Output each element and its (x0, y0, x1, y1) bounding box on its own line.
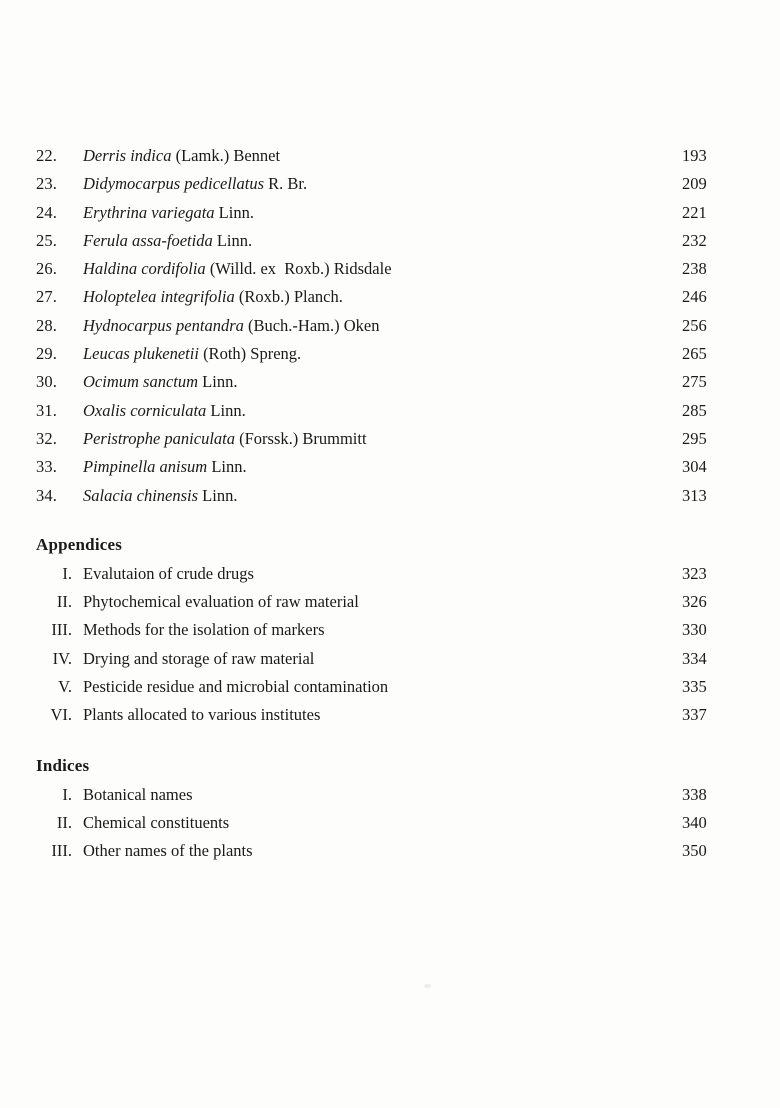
species-binomial: Holoptelea integrifolia (83, 287, 235, 307)
species-authority: Linn. (214, 202, 254, 222)
indices-list (0, 785, 780, 870)
species-binomial: Pimpinella anisum (83, 457, 208, 477)
toc-entry-title (83, 316, 682, 336)
toc-row[interactable] (0, 174, 780, 202)
species-binomial: Ocimum sanctum (83, 372, 199, 392)
toc-entry-number: 31. (36, 400, 57, 420)
toc-row[interactable] (0, 592, 780, 620)
species-authority: Linn. (198, 372, 238, 392)
toc-entry-title: Phytochemical evaluation of raw material (83, 592, 359, 612)
toc-entry-number: 27. (36, 287, 57, 307)
toc-page-number: 209 (682, 174, 707, 194)
toc-page-number: 256 (682, 315, 707, 335)
toc-entry-number: 23. (36, 174, 57, 194)
toc-page-number: 238 (682, 259, 707, 279)
toc-page-number: 326 (682, 592, 707, 612)
species-authority: (Roxb.) Planch. (234, 287, 343, 307)
species-authority: Linn. (207, 457, 247, 477)
toc-entry-number: 30. (36, 372, 57, 392)
indices-heading: Indices (36, 755, 90, 775)
species-binomial: Peristrophe paniculata (83, 428, 235, 448)
species-binomial: Haldina cordifolia (83, 259, 206, 279)
toc-entry-number: 34. (36, 485, 57, 505)
toc-entry-title (83, 401, 682, 421)
appendices-heading: Appendices (36, 534, 123, 554)
toc-page-number: 193 (682, 146, 707, 165)
toc-entry-title (83, 146, 682, 166)
toc-entry-number: III. (51, 841, 72, 861)
toc-entry-title (83, 259, 682, 279)
species-binomial: Ferula assa-foetida (83, 230, 213, 250)
toc-entry-title (83, 486, 682, 506)
toc-page-number: 221 (682, 202, 707, 222)
toc-row[interactable] (0, 259, 780, 287)
toc-entry-title: Botanical names (83, 784, 193, 804)
toc-row[interactable] (0, 486, 780, 514)
toc-entry-title (83, 231, 682, 251)
species-authority: Linn. (206, 400, 246, 420)
toc-entry-title (83, 203, 682, 223)
appendices-list (0, 564, 780, 734)
toc-row[interactable] (0, 457, 780, 485)
toc-row[interactable] (0, 785, 780, 813)
toc-entry-title: Plants allocated to various institutes (83, 705, 321, 725)
toc-row[interactable] (0, 841, 780, 869)
toc-entry-title: Evalutaion of crude drugs (83, 563, 254, 583)
toc-page-number: 350 (682, 841, 707, 861)
species-authority: Linn. (198, 485, 238, 505)
species-authority: (Willd. ex Roxb.) Ridsdale (205, 259, 392, 279)
toc-entry-number: 22. (36, 146, 57, 165)
toc-page-number: 337 (682, 705, 707, 725)
species-authority: (Buch.-Ham.) Oken (243, 315, 380, 335)
toc-entry-title (83, 174, 682, 194)
toc-entry-title: Pesticide residue and microbial contamination (83, 677, 389, 697)
toc-entry-number: 28. (36, 315, 57, 335)
species-authority: R. Br. (264, 174, 308, 194)
toc-entry-number: I. (62, 784, 72, 804)
toc-row[interactable] (0, 649, 780, 677)
species-authority: (Roth) Spreng. (198, 344, 302, 364)
toc-row[interactable] (0, 564, 780, 592)
toc-row[interactable] (0, 401, 780, 429)
toc-row[interactable] (0, 316, 780, 344)
species-authority: (Lamk.) Bennet (171, 146, 281, 165)
species-authority: Linn. (212, 230, 253, 250)
toc-row[interactable] (0, 231, 780, 259)
toc-entry-number: I. (62, 563, 72, 583)
toc-row[interactable] (0, 146, 780, 174)
species-binomial: Oxalis corniculata (83, 400, 207, 420)
species-binomial: Salacia chinensis (83, 485, 199, 505)
toc-entry-number: 33. (36, 457, 57, 477)
toc-entry-number: 24. (36, 202, 57, 222)
toc-entry-number: VI. (50, 705, 72, 725)
toc-entry-title (83, 457, 682, 477)
toc-entry-number: 29. (36, 344, 57, 364)
toc-page-number: 246 (682, 287, 707, 307)
toc-entry-title: Chemical constituents (83, 812, 230, 832)
toc-page-number: 275 (682, 372, 707, 392)
species-binomial: Hydnocarpus pentandra (83, 315, 244, 335)
toc-page-number: 295 (682, 428, 707, 448)
toc-page-number: 340 (682, 812, 707, 832)
toc-page-number: 232 (682, 230, 707, 250)
toc-entry-title: Methods for the isolation of markers (83, 620, 325, 640)
toc-entry-number: III. (51, 620, 72, 640)
toc-page-number: 330 (682, 620, 707, 640)
toc-row[interactable] (0, 429, 780, 457)
toc-page-number: 334 (682, 648, 707, 668)
toc-row[interactable] (0, 677, 780, 705)
toc-row[interactable] (0, 203, 780, 231)
toc-entry-title (83, 372, 682, 392)
toc-entry-title: Other names of the plants (83, 841, 253, 861)
toc-page-number: 265 (682, 344, 707, 364)
toc-entry-number: V. (58, 677, 72, 697)
toc-entry-title (83, 344, 682, 364)
toc-page-number: 338 (682, 784, 707, 804)
toc-entry-number: II. (56, 592, 72, 612)
species-binomial: Derris indica (83, 146, 172, 165)
species-binomial: Erythrina variegata (83, 202, 215, 222)
toc-row[interactable] (0, 344, 780, 372)
toc-entry-title: Drying and storage of raw material (83, 648, 315, 668)
toc-page-number: 335 (682, 677, 707, 697)
toc-row[interactable] (0, 372, 780, 400)
toc-entry-number: 26. (36, 259, 57, 279)
toc-row[interactable] (0, 705, 780, 733)
species-binomial: Leucas plukenetii (83, 344, 199, 364)
toc-page-number: 323 (682, 563, 707, 583)
species-binomial: Didymocarpus pedicellatus (83, 174, 265, 194)
toc-entry-number: 25. (36, 230, 57, 250)
species-entry-list (0, 146, 780, 514)
toc-page-number: 285 (682, 400, 707, 420)
toc-page-number: 313 (682, 485, 707, 505)
toc-entry-number: IV. (52, 648, 72, 668)
toc-row[interactable] (0, 620, 780, 648)
toc-entry-title (83, 429, 682, 449)
scan-artifact (424, 984, 431, 988)
toc-entry-number: II. (56, 812, 72, 832)
toc-row[interactable] (0, 813, 780, 841)
toc-entry-number: 32. (36, 428, 57, 448)
toc-row[interactable] (0, 287, 780, 315)
toc-entry-title (83, 287, 682, 307)
toc-page-number: 304 (682, 457, 707, 477)
species-authority: (Forssk.) Brummitt (235, 428, 367, 448)
